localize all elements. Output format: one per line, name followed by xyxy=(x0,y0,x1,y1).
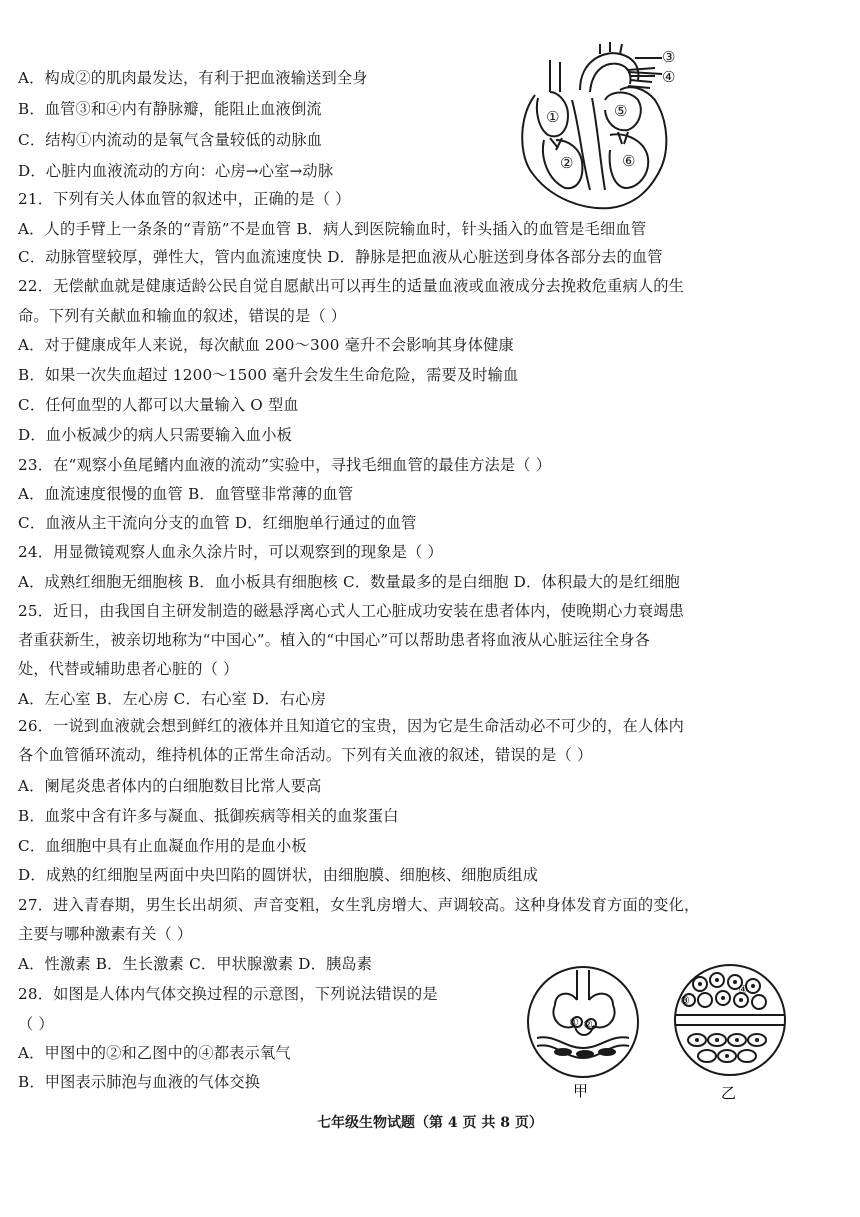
heart-label-2: ② xyxy=(560,154,574,172)
q20-option-b: B．血管③和④内有静脉瓣，能阻止血液倒流 xyxy=(18,100,322,118)
q25-stem-line3: 处，代替或辅助患者心脏的（ ） xyxy=(18,660,239,678)
q22-option-d: D．血小板减少的病人只需要输入血小板 xyxy=(18,426,292,444)
q26-stem-line1: 26．一说到血液就会想到鲜红的液体并且知道它的宝贵，因为它是生命活动必不可少的，在人体内 xyxy=(18,717,685,735)
q20-option-c: C．结构①内流动的是氧气含量较低的动脉血 xyxy=(18,131,323,149)
heart-diagram xyxy=(510,40,710,210)
q26-option-a: A．阑尾炎患者体内的白细胞数目比常人要高 xyxy=(18,777,322,795)
q25-stem-line2: 者重获新生，被亲切地称为“中国心”。植入的“中国心”可以帮助患者将血液从心脏运往全身各 xyxy=(18,631,650,649)
gas-caption-jia: 甲 xyxy=(573,1082,589,1100)
q25-stem-line1: 25．近日，由我国自主研发制造的磁悬浮离心式人工心脏成功安装在患者体内，使晚期心力衰竭患 xyxy=(18,602,685,620)
q26-option-b: B．血浆中含有许多与凝血、抵御疾病等相关的血浆蛋白 xyxy=(18,807,399,825)
q22-stem-line1: 22．无偿献血就是健康适龄公民自觉自愿献出可以再生的适量血液或血液成分去挽救危重病人的生 xyxy=(18,277,685,295)
q22-option-b: B．如果一次失血超过 1200～1500 毫升会发生生命危险，需要及时输血 xyxy=(18,366,519,384)
q27-options: A．性激素 B．生长激素 C．甲状腺激素 D．胰岛素 xyxy=(18,955,373,973)
heart-label-6: ⑥ xyxy=(622,152,636,170)
q28-option-b: B．甲图表示肺泡与血液的气体交换 xyxy=(18,1073,261,1091)
q22-option-a: A．对于健康成年人来说，每次献血 200～300 毫升不会影响其身体健康 xyxy=(18,336,514,354)
gas-exchange-diagram xyxy=(525,960,805,1110)
q23-options-cd: C．血液从主干流向分支的血管 D．红细胞单行通过的血管 xyxy=(18,514,417,532)
q21-options-cd: C．动脉管壁较厚，弹性大，管内血流速度快 D．静脉是把血液从心脏送到身体各部分去的血管 xyxy=(18,248,663,266)
q28-option-a: A．甲图中的②和乙图中的④都表示氧气 xyxy=(18,1044,291,1062)
gas-caption-yi: 乙 xyxy=(721,1084,737,1102)
heart-label-3: ③ xyxy=(662,48,676,66)
gas-left-label-1: ① xyxy=(569,1016,579,1029)
gas-right-label-3: ③ xyxy=(680,994,690,1007)
q23-stem: 23．在“观察小鱼尾鳍内血液的流动”实验中，寻找毛细血管的最佳方法是（ ） xyxy=(18,456,552,474)
q24-options: A．成熟红细胞无细胞核 B．血小板具有细胞核 C．数量最多的是白细胞 D．体积最大的是红细胞 xyxy=(18,573,680,591)
gas-right-label-4: ④ xyxy=(738,983,748,996)
q22-option-c: C．任何血型的人都可以大量输入 O 型血 xyxy=(18,396,299,414)
q23-options-ab: A．血流速度很慢的血管 B．血管壁非常薄的血管 xyxy=(18,485,354,503)
q21-options-ab: A．人的手臂上一条条的“青筋”不是血管 B．病人到医院输血时，针头插入的血管是毛细血管 xyxy=(18,220,647,238)
q20-option-d: D．心脏内血液流动的方向：心房→心室→动脉 xyxy=(18,162,334,180)
q26-stem-line2: 各个血管循环流动，维持机体的正常生命活动。下列有关血液的叙述，错误的是（ ） xyxy=(18,746,593,764)
q21-stem: 21．下列有关人体血管的叙述中，正确的是（ ） xyxy=(18,190,351,208)
q26-option-c: C．血细胞中具有止血凝血作用的是血小板 xyxy=(18,837,307,855)
q27-stem-line2: 主要与哪种激素有关（ ） xyxy=(18,925,193,943)
q28-stem-line1: 28．如图是人体内气体交换过程的示意图，下列说法错误的是 xyxy=(18,985,438,1003)
q27-stem-line1: 27．进入青春期，男生长出胡须、声音变粗，女生乳房增大、声调较高。这种身体发育方面的变化， xyxy=(18,896,700,914)
heart-label-1: ① xyxy=(546,108,560,126)
heart-label-4: ④ xyxy=(662,68,676,86)
page-footer: 七年级生物试题（第 4 页 共 8 页） xyxy=(317,1115,543,1131)
q28-stem-line2: （ ） xyxy=(18,1015,54,1033)
q20-option-a: A．构成②的肌肉最发达，有利于把血液输送到全身 xyxy=(18,69,368,87)
q22-stem-line2: 命。下列有关献血和输血的叙述，错误的是（ ） xyxy=(18,307,347,325)
q26-option-d: D．成熟的红细胞呈两面中央凹陷的圆饼状，由细胞膜、细胞核、细胞质组成 xyxy=(18,866,539,884)
gas-left-label-2: ② xyxy=(583,1018,593,1031)
q25-options: A．左心室 B．左心房 C．右心室 D．右心房 xyxy=(18,690,327,708)
q24-stem: 24．用显微镜观察人血永久涂片时，可以观察到的现象是（ ） xyxy=(18,543,443,561)
heart-label-5: ⑤ xyxy=(614,102,628,120)
